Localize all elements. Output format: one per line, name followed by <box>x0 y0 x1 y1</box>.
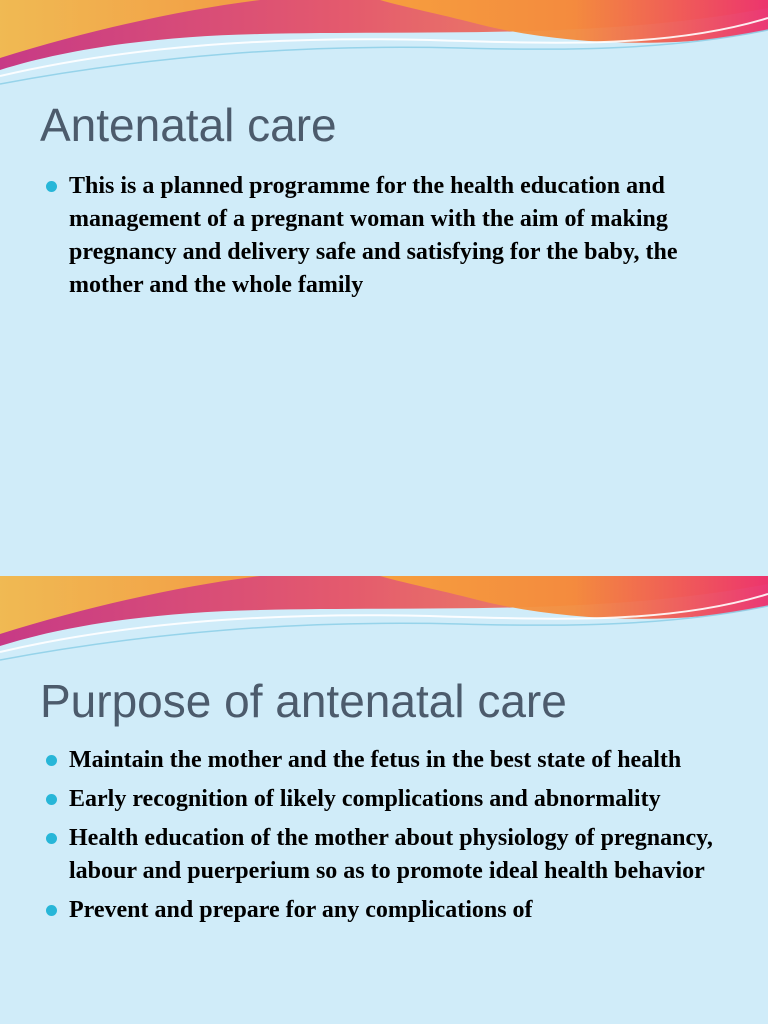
bullet-dot-icon <box>46 794 57 805</box>
decorative-wave-banner <box>0 0 768 90</box>
list-item <box>40 822 740 888</box>
list-item <box>40 744 740 777</box>
slide-title: Antenatal care <box>40 99 337 151</box>
bullet-text: Early recognition of likely complications and abnormality <box>69 786 661 812</box>
bullet-text: Health education of the mother about physiology of pregnancy, labour and puerperium so as to promote ideal health behavior <box>69 825 713 884</box>
list-item <box>40 783 740 816</box>
list-item <box>40 894 740 927</box>
bullet-text: Prevent and prepare for any complications of <box>69 897 533 923</box>
bullet-dot-icon <box>46 181 57 192</box>
bullet-dot-icon <box>46 755 57 766</box>
bullet-list <box>40 744 740 933</box>
slide-purpose-of-antenatal-care <box>0 576 768 1024</box>
bullet-text: Maintain the mother and the fetus in the best state of health <box>69 747 682 773</box>
slide-title: Purpose of antenatal care <box>40 675 567 727</box>
bullet-dot-icon <box>46 833 57 844</box>
decorative-wave-banner <box>0 576 768 666</box>
bullet-text: This is a planned programme for the health education and management of a pregnant woman with the aim of making pregnancy and delivery safe and satisfying for the baby, the mother and the whole family <box>69 173 678 298</box>
list-item <box>40 170 740 302</box>
bullet-list <box>40 170 740 308</box>
bullet-dot-icon <box>46 905 57 916</box>
